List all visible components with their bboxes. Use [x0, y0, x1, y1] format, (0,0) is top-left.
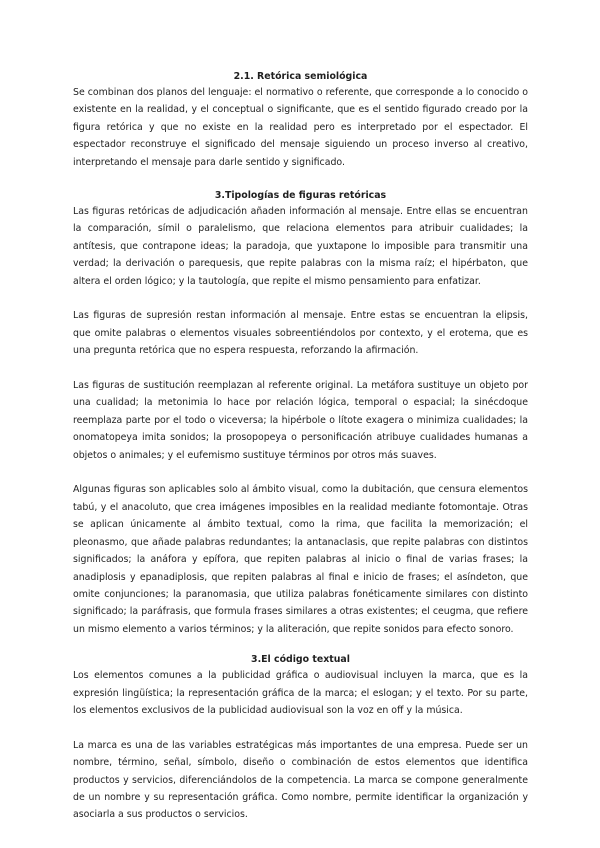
- paragraph: Algunas figuras son aplicables solo al ámbito visual, como la dubitación, que censura elementos tabú, y el anacoluto, que crea imágenes imposibles en la realidad mediante fotomontaje. Otras se aplican únicamente al ámbito textual, como la rima, que facilita la memorización; el pleonasmo, que añade palabras redundantes; la antanaclasis, que repite palabras con distintos significados; la anáfora y epífora, que repiten palabras al inicio o final de varias frases; la anadiplosis y epanadiplosis, que repiten palabras al final e inicio de frases; el asíndeton, que omite conjunciones; la paranomasia, que utiliza palabras fonéticamente similares con distinto significado; la paráfrasis, que formula frases similares a otras existentes; el ceugma, que refiere un mismo elemento a varios términos; y la aliteración, que repite sonidos para efecto sonoro.: [73, 484, 528, 635]
- paragraph: Los elementos comunes a la publicidad gráfica o audiovisual incluyen la marca, que es la expresión lingüística; la representación gráfica de la marca; el eslogan; y el texto. Por su parte, los elementos exclusivos de la publicidad audiovisual son la voz en off y la música.: [73, 670, 528, 716]
- section-heading: 2.1. Retórica semiológica: [233, 71, 368, 82]
- paragraph: Se combinan dos planos del lenguaje: el normativo o referente, que corresponde a lo conocido o existente en la realidad, y el conceptual o significante, que es el sentido figurado creado por la figura retórica y que no existe en la realidad pero es interpretado por el espectador. El espectador reconstruye el significado del mensaje siguiendo un proceso inverso al creativo, interpretando el mensaje para darle sentido y significado.: [73, 87, 528, 168]
- section-retorica-semiologica: [73, 70, 528, 171]
- section-tipologias: [73, 189, 528, 638]
- paragraph: Las figuras retóricas de adjudicación añaden información al mensaje. Entre ellas se encuentran la comparación, símil o paralelismo, que relaciona elementos para atribuir cualidades; la antítesis, que contrapone ideas; la paradoja, que yuxtapone lo imposible para transmitir una verdad; la derivación o parequesis, que repite palabras con la misma raíz; el hipérbaton, que altera el orden lógico; y la tautología, que repite el mismo pensamiento para enfatizar.: [73, 206, 528, 287]
- paragraph: Las figuras de sustitución reemplazan al referente original. La metáfora sustituye un objeto por una cualidad; la metonimia lo hace por relación lógica, temporal o espacial; la sinécdoque reemplaza parte por el todo o viceversa; la hipérbole o lítote exagera o minimiza cualidades; la onomatopeya imita sonidos; la prosopopeya o personificación atribuye cualidades humanas a objetos o animales; y el eufemismo sustituye términos por otros más suaves.: [73, 380, 528, 461]
- section-heading: 3.Tipologías de figuras retóricas: [214, 190, 387, 202]
- paragraph: Las figuras de supresión restan información al mensaje. Entre estas se encuentran la elipsis, que omite palabras o elementos visuales sobreentiéndolos por contexto, y el erotema, que es una pregunta retórica que no espera respuesta, reforzando la afirmación.: [73, 310, 528, 357]
- document-page: [73, 70, 528, 824]
- section-heading: 3.El código textual: [251, 654, 350, 666]
- section-codigo-textual: [73, 653, 528, 824]
- paragraph: La marca es una de las variables estratégicas más importantes de una empresa. Puede ser un nombre, término, señal, símbolo, diseño o combinación de estos elementos que identifica productos y servicios, diferenciándolos de la competencia. La marca se compone generalmente de un nombre y su representación gráfica. Como nombre, permite identificar la organización y asociarla a sus productos o servicios.: [73, 739, 528, 821]
